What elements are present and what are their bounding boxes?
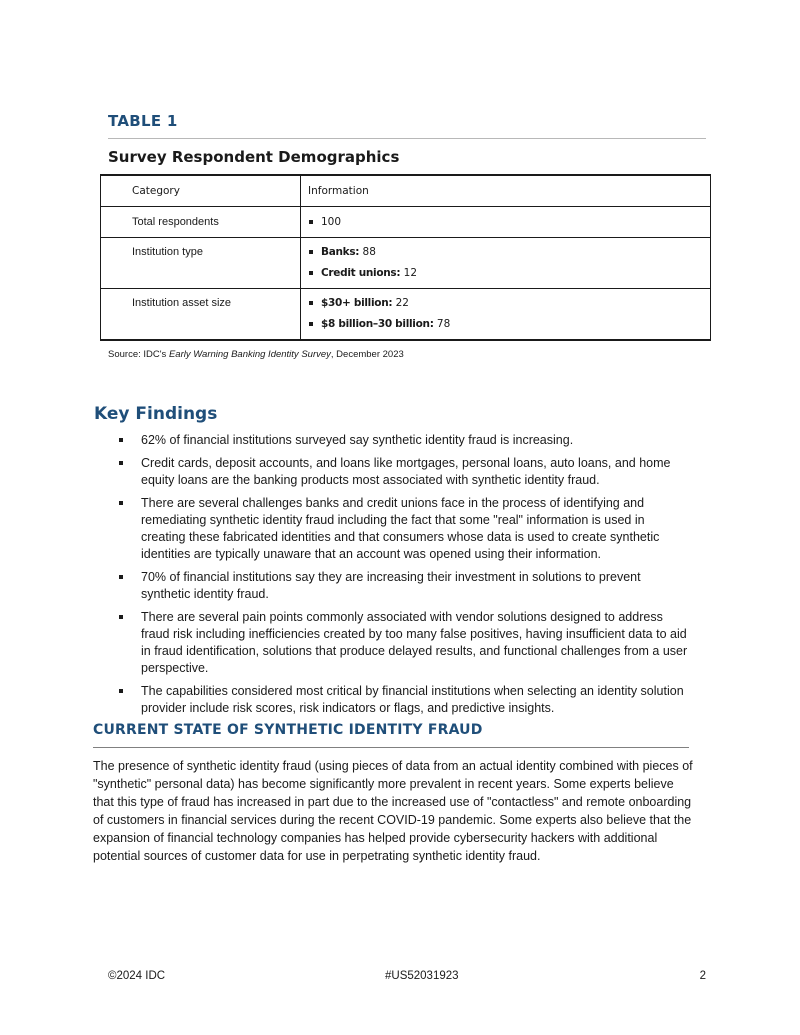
header-category: Category	[101, 175, 301, 207]
list-item: Banks: 88	[308, 246, 710, 258]
info-list	[308, 246, 710, 279]
row-information	[301, 207, 711, 238]
table-divider	[108, 138, 706, 139]
table-title: Survey Respondent Demographics	[108, 148, 400, 166]
table-row	[101, 207, 711, 238]
info-list	[308, 216, 710, 228]
list-item: 62% of financial institutions surveyed say synthetic identity fraud is increasing.	[118, 432, 688, 449]
row-category: Institution type	[101, 238, 301, 289]
key-findings-heading: Key Findings	[94, 404, 218, 424]
row-category: Institution asset size	[101, 289, 301, 340]
list-item: Credit cards, deposit accounts, and loans like mortgages, personal loans, auto loans, and home equity loans are the banking products most associated with synthetic identity fraud.	[118, 455, 688, 489]
list-item: 70% of financial institutions say they are increasing their investment in solutions to prevent synthetic identity fraud.	[118, 569, 688, 603]
list-item: Credit unions: 12	[308, 267, 710, 279]
table-row	[101, 238, 711, 289]
list-item: There are several challenges banks and credit unions face in the process of identifying and remediating synthetic identity fraud including the fact that some "real" information is used in creating these fabricated identities and that consumers whose data is used to create synthetic identities are typically unaware that an account was opened using their information.	[118, 495, 688, 563]
footer-doc-id: #US52031923	[385, 970, 459, 982]
section-heading: CURRENT STATE OF SYNTHETIC IDENTITY FRAUD	[93, 722, 483, 738]
section-paragraph: The presence of synthetic identity fraud (using pieces of data from an actual identity combined with pieces of "synthetic" personal data) has become significantly more prevalent in recent years. Some experts believe that this type of fraud has increased in part due to the increased use of "contactless" and remote onboarding of customers in financial services during the recent COVID-19 pandemic. Some experts also believe that the expansion of financial technology companies has helped provide cybersecurity hackers with additional potential sources of customer data for use in perpetrating synthetic identity fraud.	[93, 759, 693, 863]
footer-page-number: 2	[699, 970, 706, 982]
header-information: Information	[301, 175, 711, 207]
table-header-row	[101, 175, 711, 207]
row-information	[301, 289, 711, 340]
key-findings-list	[118, 432, 688, 723]
list-item: 100	[308, 216, 710, 228]
demographics-table	[100, 174, 711, 341]
row-category: Total respondents	[101, 207, 301, 238]
list-item: $30+ billion: 22	[308, 297, 710, 309]
row-information	[301, 238, 711, 289]
footer-copyright: ©2024 IDC	[108, 970, 166, 982]
list-item: The capabilities considered most critical by financial institutions when selecting an identity solution provider include risk scores, risk indicators or flags, and predictive insights.	[118, 683, 688, 717]
table-source: Source: IDC's Early Warning Banking Identity Survey, December 2023	[108, 349, 404, 360]
list-item: $8 billion–30 billion: 78	[308, 318, 710, 330]
table-label: TABLE 1	[108, 112, 178, 130]
section-divider	[93, 747, 689, 748]
table-row	[101, 289, 711, 340]
info-list	[308, 297, 710, 330]
list-item: There are several pain points commonly associated with vendor solutions designed to address fraud risk including inefficiencies created by too many false positives, having insufficient data to aid in fraud identification, solutions that produce delayed results, and functional challenges from a user perspective.	[118, 609, 688, 677]
